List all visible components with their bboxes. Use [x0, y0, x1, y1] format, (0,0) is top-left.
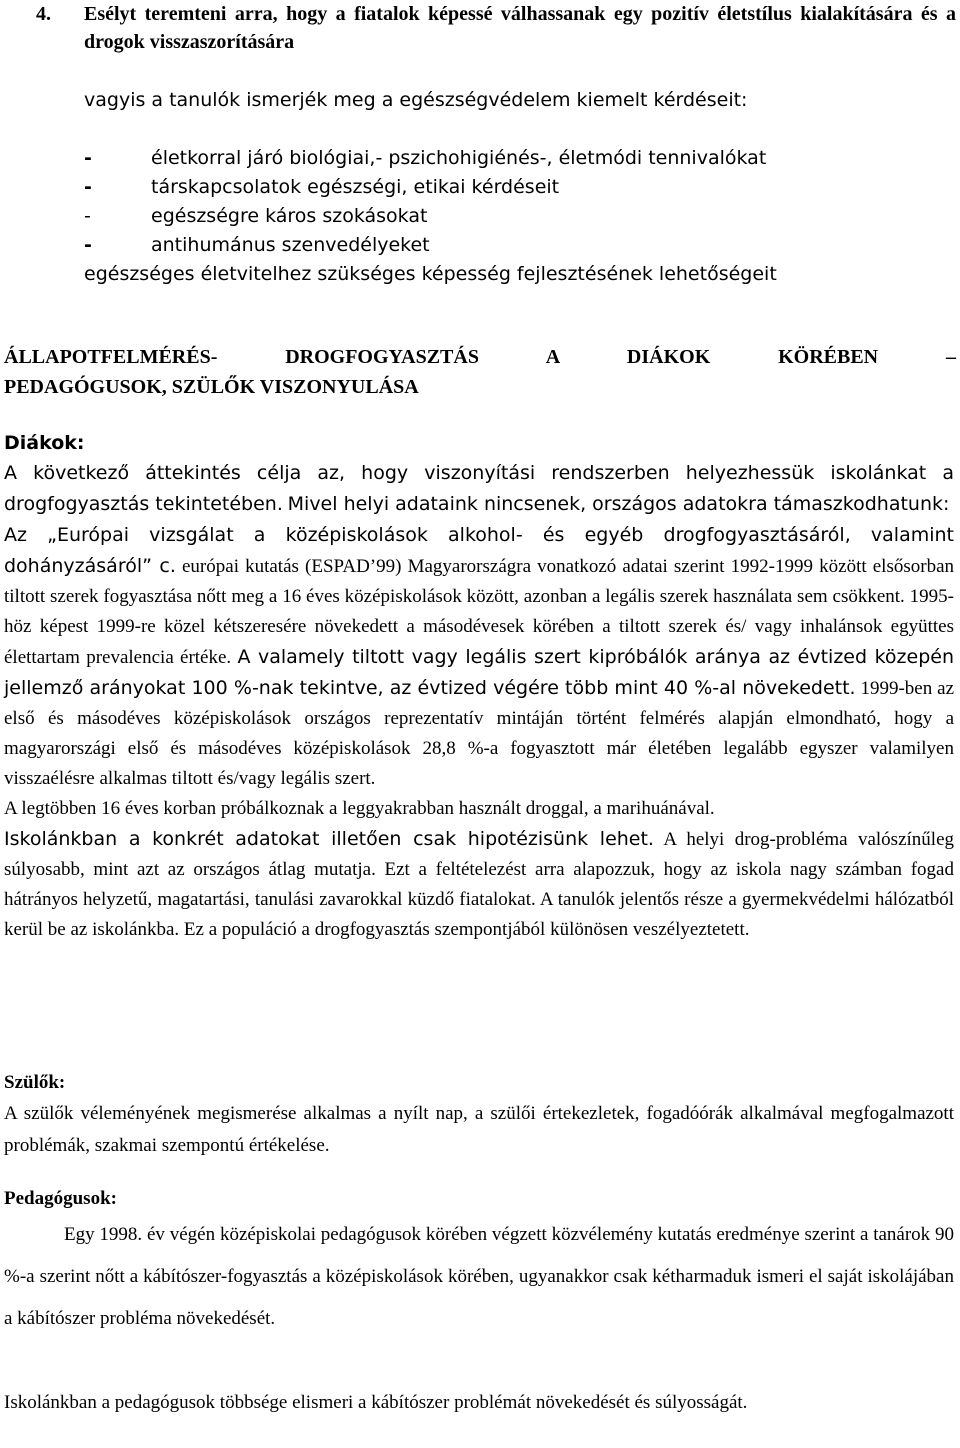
students-text-4b: A helyi drog-probléma valószínűleg súlyosabb, mint azt az országos átlag mutatja. Ezt a feltételezést arra alapozzuk, hogy az iskola nagy számban fogad hátrányos helyzetű, magatartási, tanulási zavarokkal küzdő fiatalokat. A tanulók jelentős része a gyermekvédelmi hálózatból kerül be az iskolánkba. Ez a populáció a drogfogyasztás szempontjából különösen veszélyeztetett.	[4, 829, 954, 940]
parents-paragraph: A szülők véleményének megismerése alkalmas a nyílt nap, a szülői értekezletek, fogadóórák alkalmával megfogalmazott problémák, szakmai szempontú értékelése.	[4, 1103, 954, 1156]
heading-number: 4.	[36, 3, 51, 25]
students-text-2b: európai kutatás (ESPAD’99) Magyarországra vonatkozó adatai szerint 1992-1999 között elsősorban tiltott szerek fogyasztása nőtt meg a 16 éves középiskolások között, azonban a legális szerek használata sem csökkent. 1995-höz képest 1999-re közel kétszeresére növekedett a másodévesek körében a tiltott szerek és/ vagy inhalánsok együttes élettartam prevalencia értéke.	[4, 556, 955, 668]
students-label: Diákok:	[4, 432, 85, 454]
section-title-line-2: PEDAGÓGUSOK, SZÜLŐK VISZONYULÁSA	[4, 376, 419, 398]
teachers-label: Pedagógusok:	[4, 1188, 117, 1209]
heading-text: Esélyt teremteni arra, hogy a fiatalok képessé válhassanak egy pozitív életstílus kialakítására és a drogok visszaszorítására	[84, 3, 956, 53]
section-title	[4, 342, 956, 402]
teachers-text: Egy 1998. év végén középiskolai pedagógusok körében végzett közvélemény kutatás eredménye szerint a tanárok 90 %-a szerint nőtt a kábítószer-fogyasztás a középiskolások körében, ugyanakkor csak kétharmaduk ismeri el saját iskolájában a kábítószer probléma növekedését.	[4, 1224, 954, 1329]
list-item-text: társkapcsolatok egészségi, etikai kérdéseit	[151, 176, 560, 198]
students-text-4a: Iskolánkban a konkrét adatokat illetően csak hipotézisünk lehet.	[4, 828, 654, 850]
students-text-3: A legtöbben 16 éves korban próbálkoznak a leggyakrabban használt droggal, a marihuánával.	[4, 798, 715, 819]
dash-bullet: -	[84, 176, 92, 198]
list-item-text: antihumánus szenvedélyeket	[151, 234, 430, 256]
students-text-2d: 1999-ben az első és másodéves középiskolások országos reprezentatív mintáján történt felmérés alapján elmondható, hogy a magyarországi első és másodéves középiskolások 28,8 %-a fogyasztott már életében legalább egyszer valamilyen visszaélésre alkalmas tiltott és/vagy legális szert.	[4, 678, 955, 789]
students-text-2a: Az „Európai vizsgálat a középiskolások alkohol- és egyéb drogfogyasztásáról, valamint dohányzásáról” c.	[4, 524, 954, 577]
students-paragraph	[4, 458, 954, 945]
dash-bullet: -	[84, 147, 92, 169]
teachers-paragraph	[4, 1214, 954, 1340]
parents-label: Szülők:	[4, 1072, 66, 1093]
dash-list	[84, 144, 944, 260]
list-item-text: életkorral járó biológiai,- pszichohigiénés-, életmódi tennivalókat	[151, 147, 767, 169]
list-item	[84, 202, 944, 231]
closing-paragraph: Iskolánkban a pedagógusok többsége elismeri a kábítószer problémát növekedését és súlyosságát.	[4, 1392, 748, 1413]
students-text-1b: Mivel helyi adataink nincsenek, országos adatokra támaszkodhatunk:	[287, 493, 950, 515]
students-text-2c: A valamely tiltott vagy legális szert kipróbálók aránya az évtized közepén jellemző arányokat 100 %-nak tekintve, az évtized végére több mint 40 %-al növekedett.	[4, 646, 954, 699]
list-item-text: egészségre káros szokásokat	[151, 205, 428, 227]
dash-bullet: -	[84, 205, 91, 227]
list-item	[84, 173, 944, 202]
after-list-line: egészséges életvitelhez szükséges képesség fejlesztésének lehetőségeit	[84, 263, 777, 285]
list-item	[84, 231, 944, 260]
intro-line: vagyis a tanulók ismerjék meg a egészségvédelem kiemelt kérdéseit:	[84, 89, 748, 111]
list-item	[84, 144, 944, 173]
dash-bullet: -	[84, 234, 92, 256]
section-title-line-1: ÁLLAPOTFELMÉRÉS- DROGFOGYASZTÁS A DIÁKOK KÖRÉBEN –	[4, 346, 956, 368]
students-text-1: A következő áttekintés célja az, hogy viszonyítási rendszerben helyezhessük iskolánkat a drogfogyasztás tekintetében.	[4, 462, 954, 515]
